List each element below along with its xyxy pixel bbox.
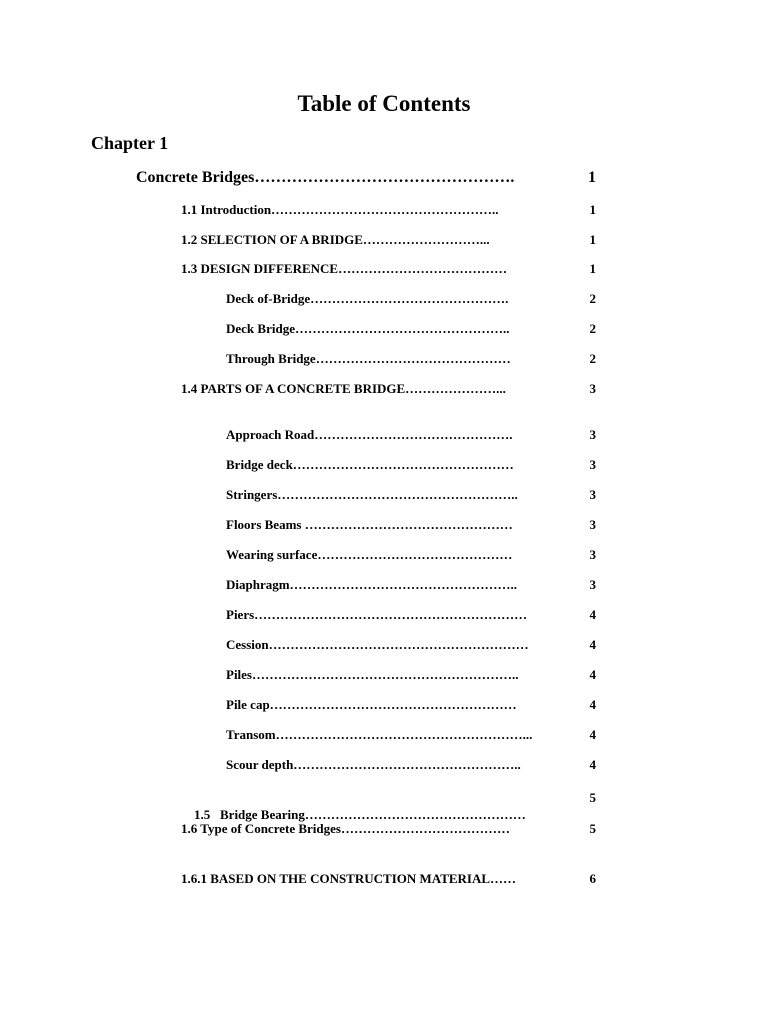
- toc-page-number: 4: [589, 607, 596, 622]
- toc-entry-text: 1.4 PARTS OF A CONCRETE BRIDGE…………………...: [181, 381, 506, 396]
- toc-page-number: 3: [589, 547, 596, 562]
- toc-page-number: 1: [589, 261, 596, 276]
- toc-entry-text: Floors Beams …………………………………………: [226, 517, 513, 532]
- toc-entry: [226, 350, 511, 367]
- toc-entry: [226, 666, 519, 683]
- toc-page-number: 4: [589, 667, 596, 682]
- toc-page-number: 3: [589, 517, 596, 532]
- toc-entry: [226, 726, 532, 743]
- toc-entry: [181, 260, 507, 277]
- toc-entry-text: Concrete Bridges………………………………………….: [136, 169, 515, 186]
- page-title: Table of Contents: [297, 91, 471, 116]
- toc-page-number: 4: [589, 637, 596, 652]
- toc-entry-text: 1.1 Introduction……………………………………………..: [181, 202, 499, 217]
- toc-entry-text: 1.5 Bridge Bearing……………………………………………: [194, 807, 526, 822]
- toc-entry: [226, 486, 518, 503]
- chapter-heading: Chapter 1: [91, 133, 169, 153]
- toc-page-number: 2: [589, 291, 596, 306]
- toc-page-number: 3: [589, 427, 596, 442]
- toc-page-number: 4: [589, 697, 596, 712]
- toc-page-number: 1: [588, 169, 596, 186]
- toc-entry: [181, 870, 516, 887]
- toc-entry-text: Deck of-Bridge……………………………………….: [226, 291, 509, 306]
- toc-page-number: 5: [589, 790, 596, 805]
- toc-entry: [226, 606, 527, 623]
- toc-entry: [226, 456, 514, 473]
- toc-entry-text: Scour depth……………………………………………..: [226, 757, 521, 772]
- toc-entry-text: Through Bridge………………………………………: [226, 351, 511, 366]
- toc-page-number: 1: [589, 232, 596, 247]
- toc-entry-text: Pile cap…………………………………………………: [226, 697, 517, 712]
- toc-page-number: 5: [589, 821, 596, 836]
- toc-page-number: 4: [589, 727, 596, 742]
- toc-entry: [226, 576, 517, 593]
- toc-entry-text: Piers………………………………………………………: [226, 607, 528, 622]
- toc-entry: [226, 516, 513, 533]
- toc-page-number: 2: [589, 351, 596, 366]
- toc-entry-text: 1.6 Type of Concrete Bridges…………………………………: [181, 821, 510, 836]
- toc-entry-text: Approach Road……………………………………….: [226, 427, 513, 442]
- toc-entry-text: 1.3 DESIGN DIFFERENCE…………………………………: [181, 261, 508, 276]
- toc-page-number: 3: [589, 577, 596, 592]
- toc-page-number: 3: [589, 487, 596, 502]
- toc-page-number: 4: [589, 757, 596, 772]
- toc-entry: [136, 168, 556, 188]
- toc-entry-text: Cession……………………………………………………: [226, 637, 529, 652]
- toc-entry-text: Transom…………………………………………………...: [226, 727, 533, 742]
- toc-entry: [181, 820, 510, 837]
- toc-entry: [226, 756, 521, 773]
- toc-entry: [181, 201, 499, 218]
- toc-entry: [181, 380, 506, 397]
- toc-entry: [181, 231, 490, 248]
- toc-entry-text: 1.6.1 BASED ON THE CONSTRUCTION MATERIAL……: [181, 871, 517, 886]
- toc-page-number: 2: [589, 321, 596, 336]
- toc-entry: [226, 546, 512, 563]
- toc-entry-text: 1.2 SELECTION OF A BRIDGE………………………...: [181, 232, 490, 247]
- toc-entry: [226, 426, 513, 443]
- toc-entry-text: Deck Bridge…………………………………………..: [226, 321, 510, 336]
- toc-entry: [226, 320, 509, 337]
- toc-entry-text: Diaphragm……………………………………………..: [226, 577, 518, 592]
- toc-entry: [226, 636, 529, 653]
- toc-entry: [226, 290, 508, 307]
- toc-page-number: 1: [589, 202, 596, 217]
- toc-entry-text: Piles……………………………………………………..: [226, 667, 519, 682]
- toc-page-number: 3: [589, 381, 596, 396]
- toc-page-number: 3: [589, 457, 596, 472]
- toc-entry-text: Wearing surface………………………………………: [226, 547, 513, 562]
- toc-page-number: 6: [589, 871, 596, 886]
- toc-entry-text: Stringers………………………………………………..: [226, 487, 518, 502]
- toc-entry: [226, 696, 517, 713]
- toc-entry-text: Bridge deck……………………………………………: [226, 457, 514, 472]
